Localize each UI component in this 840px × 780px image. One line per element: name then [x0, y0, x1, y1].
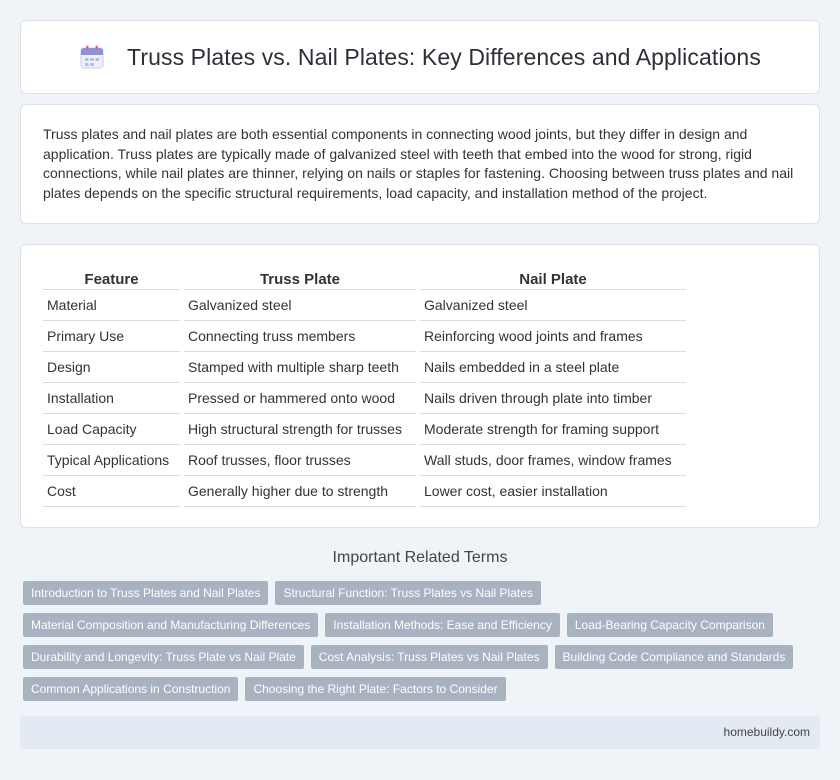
cell-truss-plate: Stamped with multiple sharp teeth [184, 352, 416, 383]
cell-nail-plate: Nails embedded in a steel plate [420, 352, 686, 383]
cell-feature: Installation [43, 383, 180, 414]
table-row [43, 321, 686, 352]
related-term-tag[interactable]: Introduction to Truss Plates and Nail Plates [23, 581, 268, 605]
cell-truss-plate: High structural strength for trusses [184, 414, 416, 445]
related-term-tag[interactable]: Durability and Longevity: Truss Plate vs Nail Plate [23, 645, 304, 669]
cell-truss-plate: Galvanized steel [184, 290, 416, 321]
tag-row [23, 677, 813, 701]
table-row [43, 290, 686, 321]
comparison-table [39, 265, 690, 507]
tag-row [23, 613, 813, 637]
related-term-tag[interactable]: Material Composition and Manufacturing Differences [23, 613, 318, 637]
table-row [43, 383, 686, 414]
related-term-tag[interactable]: Choosing the Right Plate: Factors to Consider [245, 677, 505, 701]
cell-nail-plate: Galvanized steel [420, 290, 686, 321]
related-term-tag[interactable]: Installation Methods: Ease and Efficiency [325, 613, 560, 637]
comparison-card [20, 244, 820, 528]
cell-feature: Cost [43, 476, 180, 507]
footer [20, 716, 820, 749]
cell-feature: Load Capacity [43, 414, 180, 445]
tag-row [23, 581, 813, 605]
cell-feature: Typical Applications [43, 445, 180, 476]
cell-nail-plate: Moderate strength for framing support [420, 414, 686, 445]
footer-site-link[interactable]: homebuildy.com [723, 725, 810, 739]
table-row [43, 352, 686, 383]
page-title: Truss Plates vs. Nail Plates: Key Differences and Applications [127, 43, 761, 70]
table-row [43, 414, 686, 445]
header-card [20, 20, 820, 94]
related-term-tag[interactable]: Common Applications in Construction [23, 677, 238, 701]
intro-card [20, 104, 820, 224]
cell-truss-plate: Roof trusses, floor trusses [184, 445, 416, 476]
related-terms-heading: Important Related Terms [332, 549, 508, 566]
cell-truss-plate: Generally higher due to strength [184, 476, 416, 507]
tag-row [23, 645, 813, 669]
cell-nail-plate: Nails driven through plate into timber [420, 383, 686, 414]
related-term-tag[interactable]: Structural Function: Truss Plates vs Nail Plates [275, 581, 540, 605]
related-term-tag[interactable]: Cost Analysis: Truss Plates vs Nail Plates [311, 645, 548, 669]
table-row [43, 476, 686, 507]
intro-paragraph: Truss plates and nail plates are both essential components in connecting wood joints, but they differ in design and application. Truss plates are typically made of galvanized steel with teeth that embed into the wood for strong, rigid connections, while nail plates are thinner, relying on nails or staples for fastening. Choosing between truss plates and nail plates depends on the specific structural requirements, load capacity, and installation method of the project. [43, 126, 794, 201]
title-wrap [79, 44, 761, 71]
cell-feature: Design [43, 352, 180, 383]
cell-truss-plate: Pressed or hammered onto wood [184, 383, 416, 414]
cell-nail-plate: Wall studs, door frames, window frames [420, 445, 686, 476]
related-term-tag[interactable]: Building Code Compliance and Standards [555, 645, 794, 669]
table-row [43, 445, 686, 476]
calendar-icon [79, 44, 105, 70]
cell-nail-plate: Lower cost, easier installation [420, 476, 686, 507]
related-terms-list [23, 581, 813, 709]
header-truss-plate: Truss Plate [184, 265, 416, 290]
header-nail-plate: Nail Plate [420, 265, 686, 290]
cell-feature: Primary Use [43, 321, 180, 352]
table-header-row [43, 265, 686, 290]
cell-truss-plate: Connecting truss members [184, 321, 416, 352]
cell-feature: Material [43, 290, 180, 321]
header-feature: Feature [43, 265, 180, 290]
cell-nail-plate: Reinforcing wood joints and frames [420, 321, 686, 352]
related-term-tag[interactable]: Load-Bearing Capacity Comparison [567, 613, 773, 637]
